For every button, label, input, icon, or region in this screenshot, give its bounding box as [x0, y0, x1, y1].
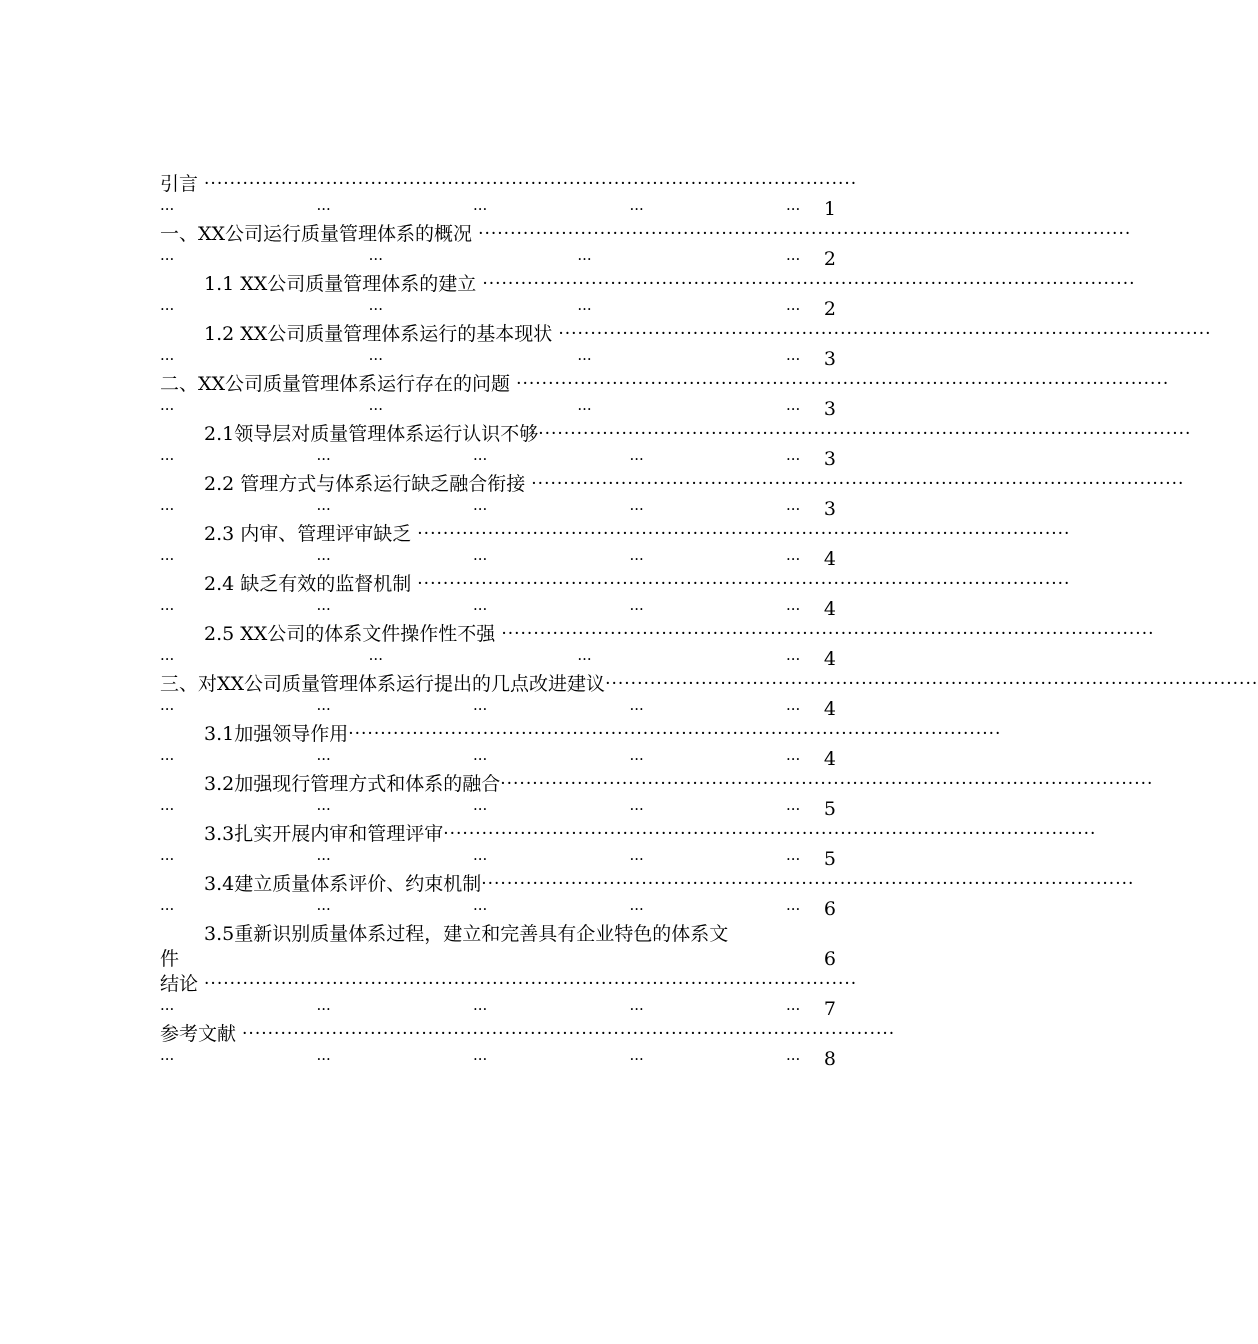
- toc-page-number: 6: [823, 898, 836, 920]
- toc-entry[interactable]: [160, 172, 858, 222]
- toc-entry-title: 2.5 XX公司的体系文件操作性不强: [204, 623, 496, 645]
- toc-entry[interactable]: [160, 372, 1170, 422]
- toc-entry-title: 2.2 管理方式与体系运行缺乏融合衔接: [204, 473, 526, 495]
- dot-leader: ······································································································: [516, 374, 1170, 394]
- dot-leader-groups: ··· ··· ··· ··· ···: [160, 600, 801, 618]
- dot-leader-groups: ··· ··· ··· ··· ···: [160, 200, 801, 218]
- dot-leader-groups: ··· ··· ··· ···: [160, 250, 801, 268]
- dot-leader: ······································································································: [204, 174, 858, 194]
- dot-leader-groups: ··· ··· ··· ··· ···: [160, 1000, 801, 1018]
- dot-leader: ······································································································: [538, 424, 1192, 444]
- toc-page-number: 2: [823, 298, 836, 320]
- toc-entry-title: 二、XX公司质量管理体系运行存在的问题: [160, 373, 511, 395]
- dot-leader-groups: ··· ··· ··· ···: [160, 650, 801, 668]
- toc-entry-title: 1.2 XX公司质量管理体系运行的基本现状: [204, 323, 553, 345]
- dot-leader: ······································································································: [531, 474, 1185, 494]
- toc-entry-title: 3.1加强领导作用: [204, 723, 349, 745]
- dot-leader: ······································································································: [500, 774, 1154, 794]
- dot-leader: ······································································································: [605, 674, 1258, 694]
- dot-leader: ······································································································: [417, 524, 1071, 544]
- toc-entry-title: 引言: [160, 173, 199, 195]
- toc-entry[interactable]: [160, 272, 1136, 322]
- toc-entry[interactable]: [160, 322, 1212, 372]
- toc-entry[interactable]: [160, 822, 1097, 872]
- toc-entry[interactable]: [160, 522, 1071, 572]
- dot-leader: ······································································································: [482, 274, 1136, 294]
- toc-page-number: 5: [823, 798, 836, 820]
- toc-page-number: 3: [823, 448, 836, 470]
- dot-leader: ······································································································: [417, 574, 1071, 594]
- dot-leader: ······································································································: [204, 974, 858, 994]
- dot-leader-groups: ··· ··· ··· ··· ···: [160, 750, 801, 768]
- toc-entry-title: 2.3 内审、管理评审缺乏: [204, 523, 412, 545]
- toc-entry-title: 3.4建立质量体系评价、约束机制: [204, 873, 482, 895]
- dot-leader-groups: ··· ··· ··· ··· ···: [160, 800, 801, 818]
- dot-leader: ······································································································: [242, 1024, 896, 1044]
- dot-leader: ······································································································: [478, 224, 1132, 244]
- toc-page-number: 4: [823, 648, 836, 670]
- toc-entry[interactable]: [160, 422, 1192, 472]
- dot-leader-groups: ··· ··· ··· ··· ···: [160, 500, 801, 518]
- toc-page-number: 3: [823, 498, 836, 520]
- toc-page-number: 4: [823, 698, 836, 720]
- dot-leader-groups: ··· ··· ··· ··· ···: [160, 700, 801, 718]
- toc-entry-title: 3.5重新识别质量体系过程，建立和完善具有企业特色的体系文: [204, 923, 729, 945]
- toc-page-number: 2: [823, 248, 836, 270]
- dot-leader-groups: ··· ··· ··· ···: [160, 350, 801, 368]
- toc-entry-title: 结论: [160, 973, 199, 995]
- toc-entry[interactable]: [160, 572, 1071, 622]
- toc-page-number: 3: [823, 398, 836, 420]
- toc-entry[interactable]: [160, 922, 836, 972]
- dot-leader: ······································································································: [481, 874, 1135, 894]
- toc-entry[interactable]: [160, 622, 1155, 672]
- dot-leader-groups: ··· ··· ··· ··· ···: [160, 1050, 801, 1068]
- toc-entry[interactable]: [160, 222, 1132, 272]
- toc-entry[interactable]: [160, 772, 1154, 822]
- dot-leader-groups: ··· ··· ··· ··· ···: [160, 550, 801, 568]
- toc-entry-title: 2.1领导层对质量管理体系运行认识不够: [204, 423, 539, 445]
- dot-leader-groups: ··· ··· ··· ··· ···: [160, 450, 801, 468]
- toc-entry-title: 2.4 缺乏有效的监督机制: [204, 573, 412, 595]
- toc-page-number: 1: [823, 198, 836, 220]
- toc-page-number: 5: [823, 848, 836, 870]
- toc-page-number: 4: [823, 748, 836, 770]
- toc-entry-title: 一、XX公司运行质量管理体系的概况: [160, 223, 473, 245]
- dot-leader-groups: ··· ··· ··· ···: [160, 300, 801, 318]
- toc-page-number: 7: [823, 998, 836, 1020]
- toc-entry[interactable]: [160, 872, 1135, 922]
- dot-leader: ······································································································: [348, 724, 1002, 744]
- toc-page-number: 4: [823, 548, 836, 570]
- toc-entry-title: 参考文献: [160, 1023, 237, 1045]
- toc-page-number: 8: [823, 1048, 836, 1070]
- toc-entry[interactable]: [160, 1022, 896, 1072]
- dot-leader-groups: ··· ··· ··· ··· ···: [160, 850, 801, 868]
- dot-leader-groups: ··· ··· ··· ··· ···: [160, 900, 801, 918]
- toc-entry-title-continuation: 件: [160, 948, 180, 970]
- table-of-contents: [160, 172, 1258, 1072]
- toc-entry[interactable]: [160, 972, 858, 1022]
- toc-entry[interactable]: [160, 472, 1185, 522]
- toc-entry-title: 3.3扎实开展内审和管理评审: [204, 823, 444, 845]
- dot-leader: ······································································································: [501, 624, 1155, 644]
- toc-entry-title: 1.1 XX公司质量管理体系的建立: [204, 273, 477, 295]
- toc-entry[interactable]: [160, 722, 1002, 772]
- toc-page-number: 4: [823, 598, 836, 620]
- dot-leader: ······································································································: [443, 824, 1097, 844]
- toc-entry-title: 3.2加强现行管理方式和体系的融合: [204, 773, 501, 795]
- dot-leader-groups: ··· ··· ··· ···: [160, 400, 801, 418]
- toc-entry[interactable]: [160, 672, 1258, 722]
- toc-page-number: 6: [823, 948, 836, 970]
- toc-entry-title: 三、对XX公司质量管理体系运行提出的几点改进建议: [160, 673, 606, 695]
- toc-page-number: 3: [823, 348, 836, 370]
- dot-leader: ······································································································: [558, 324, 1212, 344]
